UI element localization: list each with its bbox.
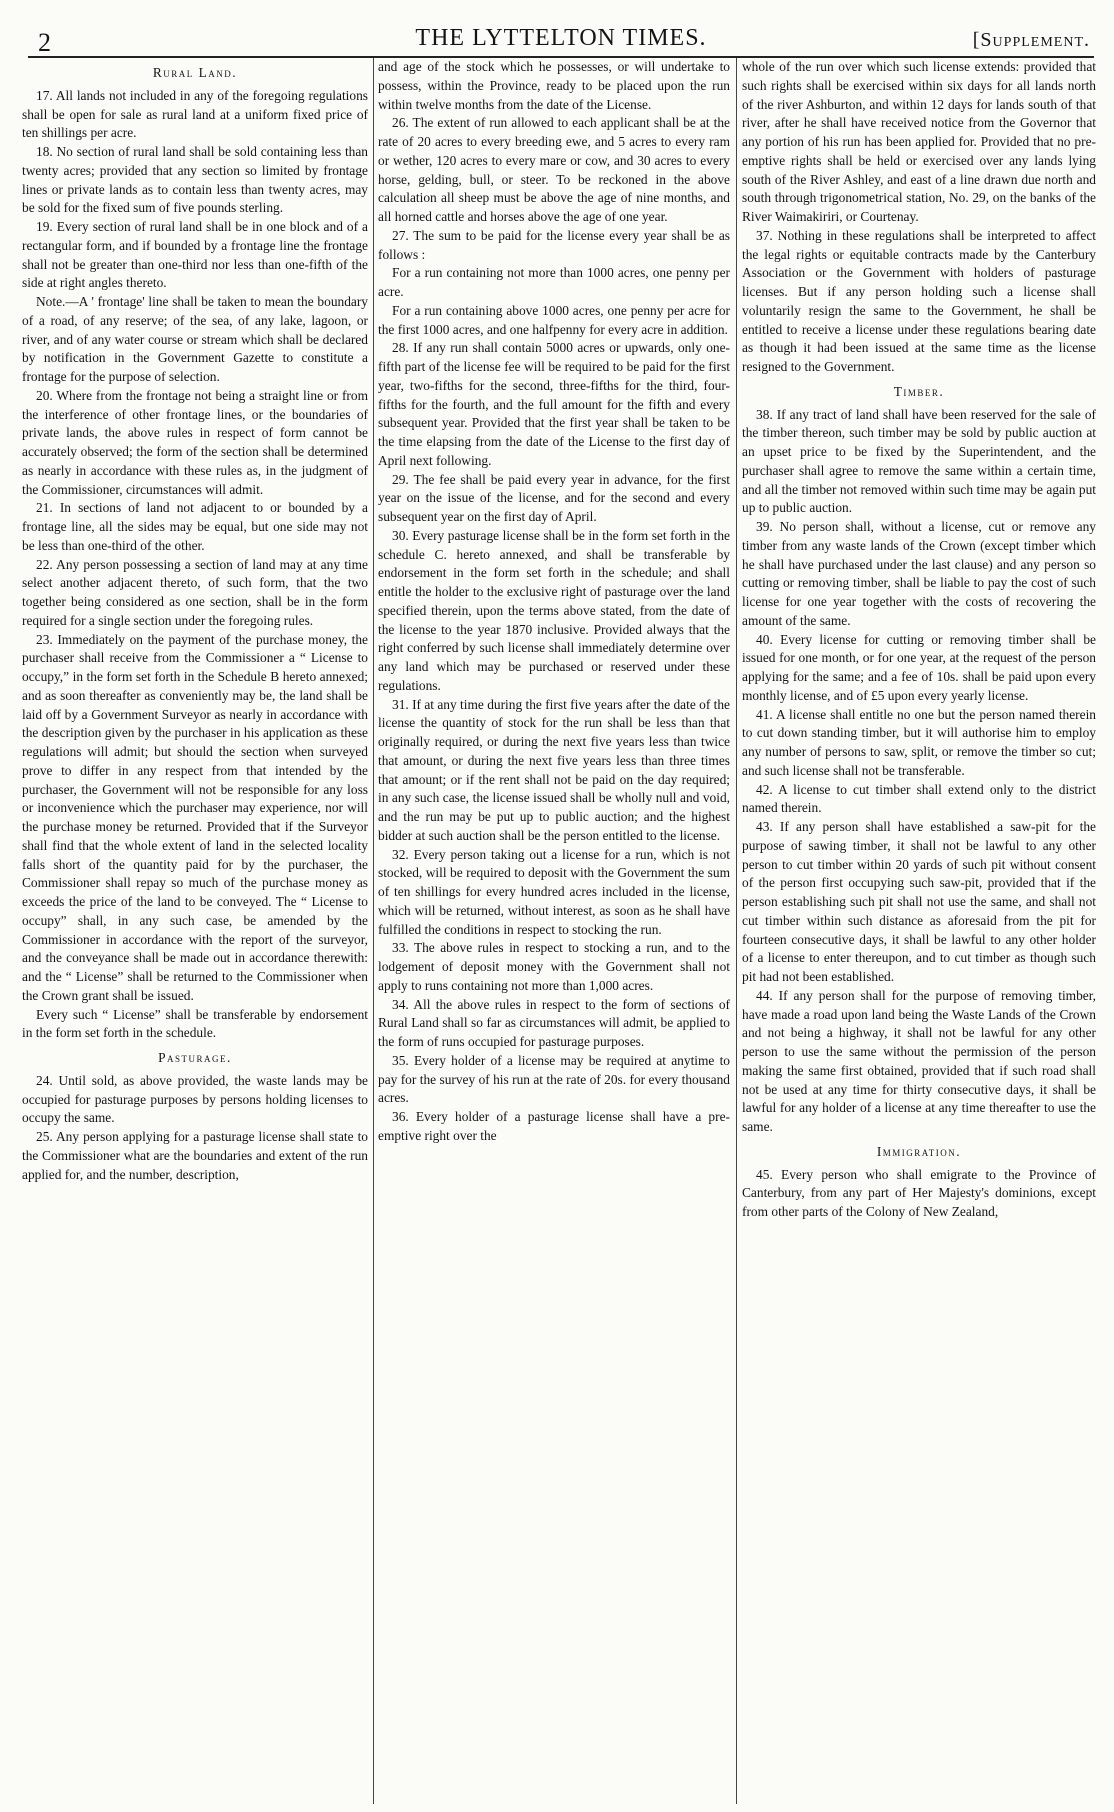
- section-heading-rural-land: Rural Land.: [152, 65, 238, 80]
- clause-44: 44. If any person shall for the purpose of removing timber, have made a road upon land being the Waste Lands of the Crown and not being a highway, it shall not be lawful for any other person to use the same without the permission of the person making the same first obtained, provided that if such road shall not be used at any time for thirty consecutive days, it shall be lawful for any holder of a license at any time thereafter to use the same.: [742, 987, 1096, 1134]
- clause-23-transfer: Every such “ License” shall be transferable by endorsement in the form set forth in the schedule.: [22, 1006, 368, 1041]
- clause-22: 22. Any person possessing a section of land may at any time select another adjacent thereto, of such form, that the two together being considered as one section, shall be in the form required for a single section under the foregoing rules.: [22, 556, 368, 628]
- clause-24: 24. Until sold, as above provided, the waste lands may be occupied for pasturage purposes by persons holding licenses to occupy the same.: [22, 1072, 368, 1126]
- clause-27-rate-a: For a run containing not more than 1000 acres, one penny per acre.: [378, 265, 730, 299]
- clause-26: 26. The extent of run allowed to each applicant shall be at the rate of 20 acres to every breeding ewe, and 5 acres to every ram or wether, 120 acres to every mare or cow, and 30 acres to every horse, gelding, bull, or steer. To be reckoned in the above calculation all sheep must be above the age of nine months, and all horned cattle and horses above the age of one year.: [378, 115, 730, 224]
- clause-23: 23. Immediately on the payment of the purchase money, the purchaser shall receive from the Commissioner a “ License to occupy,” in the form set forth in the Schedule B hereto annexed; and as soon thereafter as conveniently may be, the land shall be laid off by a Government Surveyor as nearly in accordance with the description given by the purchaser in his application as these regulations will admit; but should the section when surveyed prove to differ in any respect from that intended by the purchaser, the Government will not be responsible for any loss or inconvenience which the purchaser may experience, nor will the purchase money be returned. Provided that if the Surveyor shall find that the whole extent of land in the selected locality falls short of the quantity paid for by the purchaser, the Commissioner shall repay so much of the purchase money as exceeds the price of the land to be conveyed. The “ License to occupy” shall, in any such case, be amended by the Commissioner in accordance with the report of the surveyor, and the conveyance shall be made out in accordance therewith: and the “ License” shall be returned to the Commissioner when the Crown grant shall be issued.: [22, 631, 368, 1003]
- column-1: [22, 58, 368, 1806]
- column-2: [378, 58, 730, 1806]
- clause-25: 25. Any person applying for a pasturage license shall state to the Commissioner what are the boundaries and extent of the run applied for, and the number, description,: [22, 1129, 368, 1182]
- clause-42: 42. A license to cut timber shall extend only to the district named therein.: [742, 781, 1096, 816]
- clause-43: 43. If any person shall have established a saw-pit for the purpose of sawing timber, it shall not be lawful to any other person to cut timber within 20 yards of such pit without consent of the person first occupying such saw-pit, provided that if the person establishing such pit shall not use the same, and shall not cut timber within such distance as aforesaid from the pit for fourteen consecutive days, it shall be lawful to any other holder of a license to enter thereupon, and to cut timber as though such pit had not been established.: [742, 819, 1096, 984]
- clause-18: 18. No section of rural land shall be sold containing less than twenty acres; provided that any section so limited by frontage lines or private lands as to contain less than twenty acres, may be sold for the fixed sum of five pounds sterling.: [22, 144, 368, 216]
- section-label: [Supplement.: [972, 29, 1090, 51]
- clause-28: 28. If any run shall contain 5000 acres or upwards, only one-fifth part of the license fee will be required to be paid for the first year, two-fifths for the second, three-fifths for the third, four-fifths for the fourth, and the full amount for the fifth and every subsequent year. Provided that the first year shall be taken to be the time elapsing from the date of the License to the first day of April next following.: [378, 340, 730, 468]
- clause-27-rate-b: For a run containing above 1000 acres, one penny per acre for the first 1000 acres, and one halfpenny for every acre in addition.: [378, 302, 730, 337]
- clause-35: 35. Every holder of a license may be required at anytime to pay for the survey of his run at the rate of 20s. for every thousand acres.: [378, 1052, 730, 1106]
- clause-45: 45. Every person who shall emigrate to the Province of Canterbury, from any part of Her Majesty's dominions, except from other parts of the Colony of New Zealand,: [742, 1166, 1096, 1219]
- clause-20: 20. Where from the frontage not being a straight line or from the interference of other frontage lines, or the boundaries of private lands, the above rules in respect of form cannot be accurately observed; the form of the section shall be determined as nearly in accordance with these rules as, in the judgment of the Commissioner, circumstances will admit.: [22, 387, 368, 497]
- clause-30: 30. Every pasturage license shall be in the form set forth in the schedule C. hereto annexed, and shall be transferable by endorsement in the form set forth in the schedule; and shall entitle the holder to the exclusive right of pasturage over the land specified therein, upon the terms above stated, from the date of the license to the year 1870 inclusive. Provided always that the right conferred by such license shall immediately determine over any land which may be purchased or reserved under these regulations.: [378, 527, 730, 693]
- clause-27: 27. The sum to be paid for the license every year shall be as follows :: [378, 227, 730, 262]
- section-heading-timber: Timber.: [893, 383, 945, 399]
- clause-21: 21. In sections of land not adjacent to or bounded by a frontage line, all the sides may be equal, but one side may not be less than one-third of the other.: [22, 500, 368, 553]
- clause-25-continued: and age of the stock which he possesses, or will undertake to possess, within the Province, ready to be placed upon the run within twelve months from the date of the License.: [378, 59, 730, 112]
- note-frontage: Note.—A ' frontage' line shall be taken to mean the boundary of a road, of any reserve; of the sea, of any lake, lagoon, or river, and of any water course or stream which shall be declared by notification in the Government Gazette to constitute a frontage for the purpose of selection.: [22, 294, 368, 384]
- clause-32: 32. Every person taking out a license for a run, which is not stocked, will be required to deposit with the Government the sum of ten shillings for every hundred acres included in the license, which will be returned, without interest, as soon as he shall have fulfilled the conditions in respect to stocking the run.: [378, 846, 730, 937]
- newspaper-title: THE LYTTELTON TIMES.: [415, 25, 707, 51]
- column-rule: [373, 58, 374, 1804]
- column-3: [742, 58, 1096, 1806]
- clause-39: 39. No person shall, without a license, cut or remove any timber from any waste lands of the Crown (except timber which he shall have purchased under the last clause) and any person so cutting or removing timber, shall be liable to pay the cost of such license for one year together with the costs of recovering the amount of the same.: [742, 519, 1096, 628]
- clause-36-continued: whole of the run over which such license extends: provided that such rights shall be exercised within six days for all lands north of the river Ashburton, and within 12 days for lands south of that river, after he shall have received notice from the Governor that any portion of his run has been applied for. Provided that no pre-emptive rights shall be held or exercised over any lands lying south of the River Ashley, and east of a line drawn due north and south through trigonometrical station, No. 29, on the banks of the River Waimakiriri, or Courtenay.: [742, 59, 1096, 224]
- clause-17: 17. All lands not included in any of the foregoing regulations shall be open for sale as rural land at a uniform fixed price of ten shillings per acre.: [22, 87, 368, 141]
- clause-19: 19. Every section of rural land shall be in one block and of a rectangular form, and if bounded by a frontage line the frontage shall not be greater than one-third nor less than one-fifth of the side at right angles thereto.: [22, 219, 368, 291]
- page-number: 2: [38, 28, 51, 57]
- clause-37: 37. Nothing in these regulations shall be interpreted to affect the legal rights or equitable contracts made by the Canterbury Association or the Government with holders of pasturage licenses. But if any person holding such a license shall voluntarily resign the same to the Government, he shall be entitled to receive a license under these regulations bearing date as though it had been issued at the same time as the license resigned to the Government.: [742, 227, 1096, 374]
- column-rule: [736, 58, 737, 1804]
- clause-31: 31. If at any time during the first five years after the date of the license the quantity of stock for the run shall be less than that originally required, or during the next five years less than twice that amount, or during the next five years less than three times that amount; or if the rent shall not be paid on the day required; in any such case, the license issued shall be wholly null and void, and the run may be put up to public auction; and the highest bidder at such auction shall be the person entitled to the license.: [378, 696, 730, 843]
- clause-41: 41. A license shall entitle no one but the person named therein to cut down standing timber, but it will authorise him to employ any number of persons to saw, split, or remove the timber so cut; and such license shall not be transferable.: [742, 706, 1096, 778]
- clause-34: 34. All the above rules in respect to the form of sections of Rural Land shall so far as circumstances will admit, be applied to the form of runs occupied for pasturage purposes.: [378, 996, 730, 1049]
- clause-40: 40. Every license for cutting or removing timber shall be issued for one month, or for one year, at the request of the person applying for the same; and a fee of 10s. shall be paid upon every monthly license, and of £5 upon every yearly license.: [742, 631, 1096, 703]
- masthead: [28, 22, 1094, 58]
- clause-33: 33. The above rules in respect to stocking a run, and to the lodgement of deposit money with the Government shall not apply to runs containing not more than 1,000 acres.: [378, 940, 730, 993]
- clause-36: 36. Every holder of a pasturage license shall have a pre-emptive right over the: [378, 1109, 730, 1143]
- clause-38: 38. If any tract of land shall have been reserved for the sale of the timber thereon, such timber may be sold by public auction at an upset price to be fixed by the Superintendent, and the purchaser shall agree to remove the same within a certain time, and all the timber not removed within such time may be again put up to public auction.: [742, 406, 1096, 516]
- section-heading-immigration: Immigration.: [876, 1143, 962, 1159]
- clause-29: 29. The fee shall be paid every year in advance, for the first year on the issue of the license, and for the second and every subsequent year on the first day of April.: [378, 471, 730, 524]
- section-heading-pasturage: Pasturage.: [158, 1050, 232, 1065]
